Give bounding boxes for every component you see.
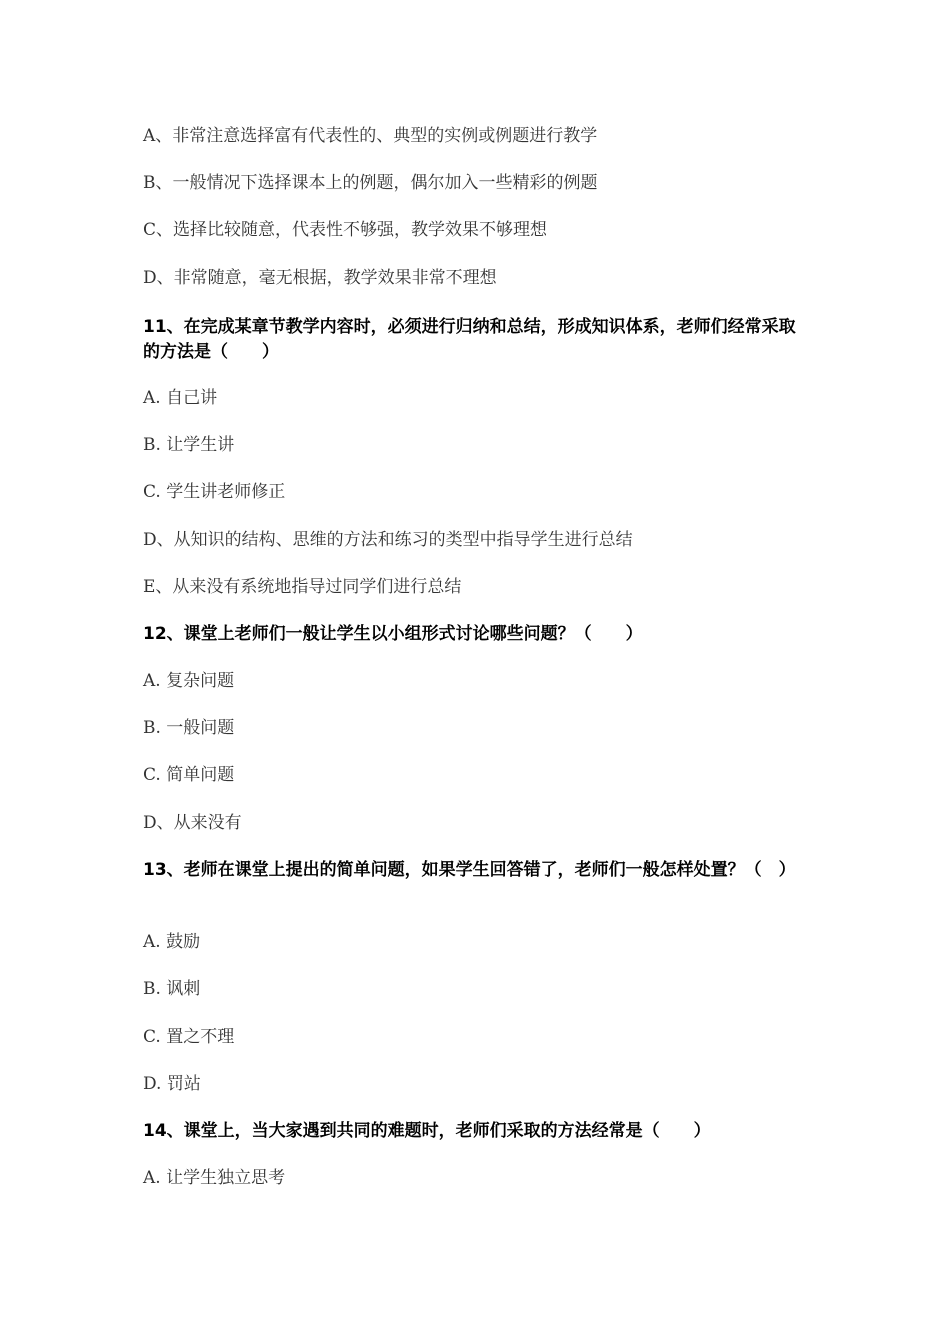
option-12-b: B. 一般问题 [143, 718, 235, 738]
question-13: 13、老师在课堂上提出的简单问题，如果学生回答错了，老师们一般怎样处置？（ ） [143, 860, 796, 880]
option-10-d: D、非常随意，毫无根据，教学效果非常不理想 [143, 268, 497, 288]
option-13-b: B. 讽刺 [143, 979, 201, 999]
option-12-a: A. 复杂问题 [143, 671, 235, 691]
option-11-a: A. 自己讲 [143, 388, 218, 408]
option-11-d: D、从知识的结构、思维的方法和练习的类型中指导学生进行总结 [143, 530, 633, 550]
question-12: 12、课堂上老师们一般让学生以小组形式讨论哪些问题？（ ） [143, 624, 643, 644]
question-14: 14、课堂上，当大家遇到共同的难题时，老师们采取的方法经常是（ ） [143, 1121, 711, 1141]
option-13-c: C. 置之不理 [143, 1027, 235, 1047]
option-13-a: A. 鼓励 [143, 932, 201, 952]
option-12-d: D、从来没有 [143, 813, 242, 833]
option-12-c: C. 简单问题 [143, 765, 235, 785]
option-11-b: B. 让学生讲 [143, 435, 235, 455]
option-10-a: A、非常注意选择富有代表性的、典型的实例或例题进行教学 [143, 126, 598, 146]
question-11: 11、在完成某章节教学内容时，必须进行归纳和总结，形成知识体系，老师们经常采取的方法是（ ） [143, 317, 796, 362]
option-10-c: C、选择比较随意，代表性不够强，教学效果不够理想 [143, 220, 548, 240]
option-14-a: A. 让学生独立思考 [143, 1168, 286, 1188]
option-11-c: C. 学生讲老师修正 [143, 482, 286, 502]
option-11-e: E、从来没有系统地指导过同学们进行总结 [143, 577, 462, 597]
option-13-d: D. 罚站 [143, 1074, 201, 1094]
option-10-b: B、一般情况下选择课本上的例题，偶尔加入一些精彩的例题 [143, 173, 598, 193]
